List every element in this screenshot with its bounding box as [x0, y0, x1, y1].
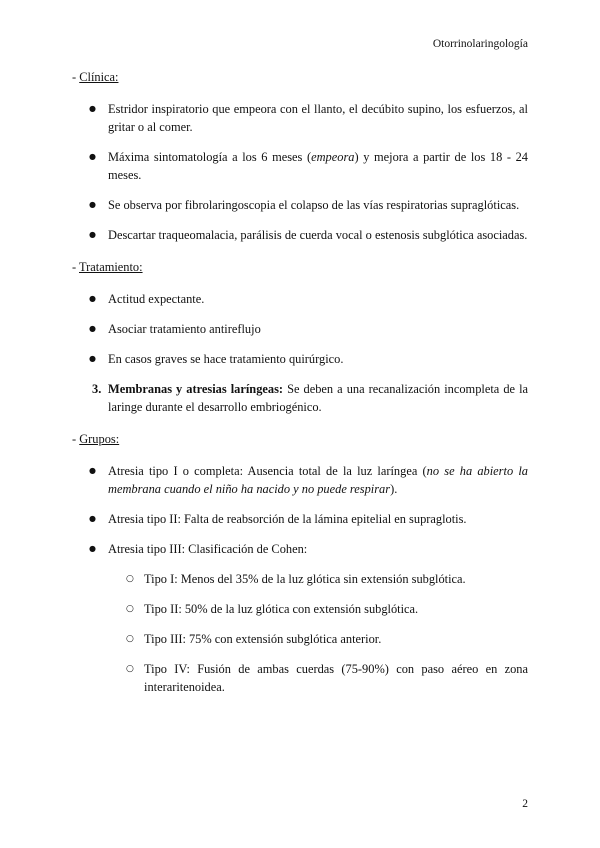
page-number: 2 [522, 798, 528, 810]
item-lead: Membranas y atresias laríngeas: [108, 382, 284, 396]
sub-list-item: ○ Tipo II: 50% de la luz glótica con extensión subglótica. [144, 600, 528, 618]
sub-list-item: ○ Tipo I: Menos del 35% de la luz glótica sin extensión subglótica. [144, 570, 528, 588]
text-fragment: Atresia tipo I o completa: Ausencia total de la luz laríngea ( [108, 464, 427, 478]
section-clinica-title: Clínica: [79, 70, 119, 84]
section-grupos-title: Grupos: [79, 432, 120, 446]
item-number: 3. [92, 382, 102, 396]
text-fragment: ). [390, 482, 398, 496]
list-item: ● Se observa por fibrolaringoscopia el colapso de las vías respiratorias supraglóticas. [108, 196, 528, 214]
list-item: ● Asociar tratamiento antireflujo [108, 320, 528, 338]
tratamiento-list [72, 290, 528, 368]
list-item: ● Descartar traqueomalacia, parálisis de cuerda vocal o estenosis subglótica asociadas. [108, 226, 528, 244]
item-text: Se deben a una recanalización incompleta de la laringe durante el desarrollo embriogénico. [108, 382, 529, 414]
cohen-classification-list [108, 570, 528, 696]
italic-fragment: empeora [311, 150, 355, 164]
list-item-text: Atresia tipo III: Clasificación de Cohen: [108, 542, 308, 556]
list-item: ● Estridor inspiratorio que empeora con el llanto, el decúbito supino, los esfuerzos, al gritar o al comer. [108, 100, 528, 136]
grupos-list [72, 462, 528, 696]
sub-list-item: ○ Tipo IV: Fusión de ambas cuerdas (75-90%) con paso aéreo en zona interaritenoidea. [144, 660, 528, 696]
sub-list-item: ○ Tipo III: 75% con extensión subglótica anterior. [144, 630, 528, 648]
text-fragment: Máxima sintomatología a los 6 meses ( [108, 150, 312, 164]
clinica-list [72, 100, 528, 244]
running-header: Otorrinolaringología [432, 38, 528, 50]
list-item [108, 148, 528, 184]
list-item: ● En casos graves se hace tratamiento quirúrgico. [108, 350, 528, 368]
list-item [108, 540, 528, 696]
section-grupos-heading: - Grupos: [72, 432, 120, 446]
section-tratamiento-title: Tratamiento: [79, 260, 143, 274]
list-item: ● Atresia tipo II: Falta de reabsorción de la lámina epitelial en supraglotis. [108, 510, 528, 528]
page-body [72, 68, 528, 710]
list-item [108, 462, 528, 498]
section-tratamiento-heading: - Tratamiento: [72, 260, 143, 274]
numbered-item-membranas [72, 380, 528, 416]
list-item: ● Actitud expectante. [108, 290, 528, 308]
italic-fragment: no se ha abierto la membrana cuando el niño ha nacido y no puede respirar [108, 464, 528, 496]
section-clinica-heading: - Clínica: [72, 70, 119, 84]
text-fragment: ) y mejora a partir de los 18 - 24 meses. [108, 150, 528, 182]
